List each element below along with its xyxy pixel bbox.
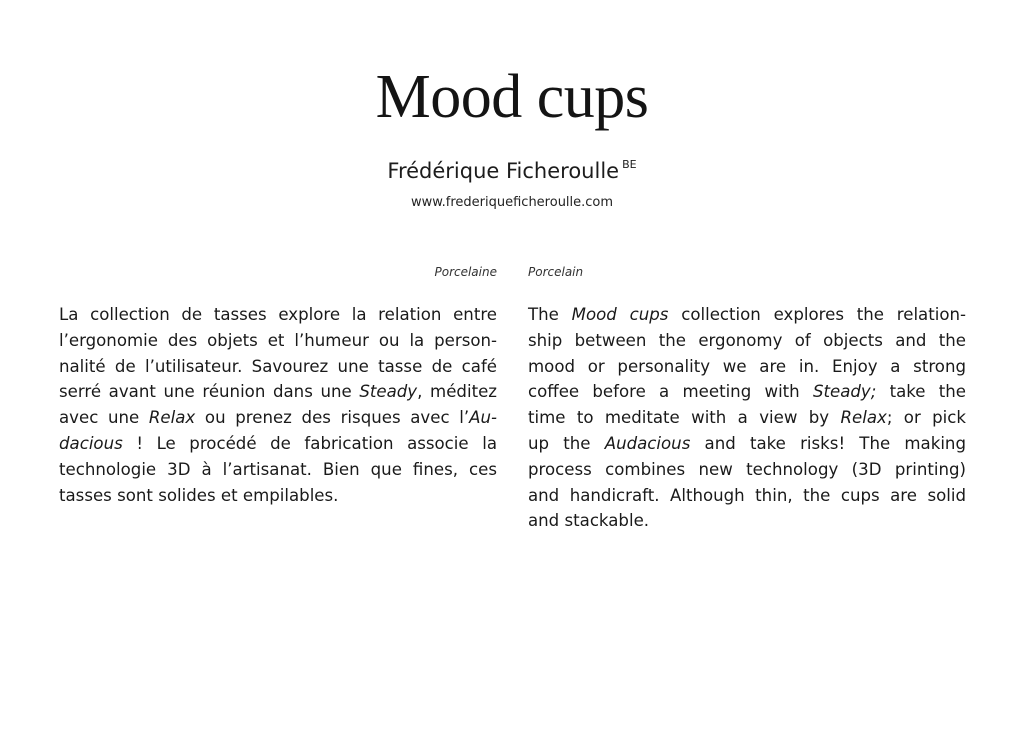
text-line xyxy=(59,302,497,328)
text-run: ou prenez des risques avec l’ xyxy=(195,408,470,428)
text-line xyxy=(528,379,966,405)
text-run: Steady; xyxy=(812,382,877,402)
text-line xyxy=(59,483,497,509)
text-run: Relax xyxy=(840,408,887,428)
text-line xyxy=(59,379,497,405)
text-run: , méditez xyxy=(417,382,497,402)
text-line xyxy=(528,431,966,457)
text-run: dacious xyxy=(59,433,123,453)
text-run: and take risks! The making xyxy=(690,433,966,453)
text-run: technologie 3D à l’artisanat. Bien que fines, ces xyxy=(59,459,497,479)
text-run: ; or pick xyxy=(886,408,966,428)
text-line xyxy=(528,302,966,328)
text-run: ! Le procédé de fabrication associe la xyxy=(122,433,497,453)
country-code: BE xyxy=(622,158,637,171)
text-line xyxy=(59,405,497,431)
text-line xyxy=(59,328,497,354)
text-run: La collection de tasses explore la relation entre xyxy=(59,305,497,324)
text-run: up the xyxy=(528,433,605,453)
material-label-fr: Porcelaine xyxy=(434,265,497,279)
description-english xyxy=(528,302,966,534)
text-run: take the xyxy=(876,382,967,402)
text-run: The xyxy=(528,305,572,324)
text-run: ship between the ergonomy of objects and the xyxy=(528,330,966,350)
text-line xyxy=(528,483,966,509)
text-run: coffee before a meeting with xyxy=(528,382,813,402)
text-run: avec une xyxy=(59,408,149,428)
text-run: Mood cups xyxy=(571,305,669,324)
designer-name-text: Frédérique Ficheroulle xyxy=(387,159,620,183)
text-run: Au- xyxy=(469,408,497,428)
text-run: mood or personality we are in. Enjoy a strong xyxy=(528,356,966,376)
designer-name xyxy=(0,150,1024,186)
text-run: nalité de l’utilisateur. Savourez une tasse de café xyxy=(59,356,497,376)
description-french xyxy=(59,302,497,508)
text-run: l’ergonomie des objets et l’humeur ou la person- xyxy=(59,330,497,350)
text-run: and stackable. xyxy=(528,511,650,531)
text-line xyxy=(59,457,497,483)
text-line xyxy=(528,457,966,483)
text-run: time to meditate with a view by xyxy=(528,408,841,428)
text-run: and handicraft. Although thin, the cups are solid xyxy=(528,485,966,505)
text-line xyxy=(528,328,966,354)
text-run: collection explores the relation- xyxy=(668,305,966,324)
text-line xyxy=(59,431,497,457)
text-run: Relax xyxy=(148,408,196,428)
text-run: process combines new technology (3D printing) xyxy=(528,459,966,479)
designer-website: www.frederiqueficheroulle.com xyxy=(410,195,614,210)
text-run: Steady xyxy=(359,382,418,402)
text-run: tasses sont solides et empilables. xyxy=(59,485,339,505)
text-line xyxy=(528,354,966,380)
text-run: serré avant une réunion dans une xyxy=(59,382,360,402)
text-run: Audacious xyxy=(604,433,691,453)
page-title: Mood cups xyxy=(375,63,649,131)
text-line xyxy=(59,354,497,380)
text-line xyxy=(528,405,966,431)
text-line xyxy=(528,508,966,534)
material-label-en: Porcelain xyxy=(528,265,584,279)
